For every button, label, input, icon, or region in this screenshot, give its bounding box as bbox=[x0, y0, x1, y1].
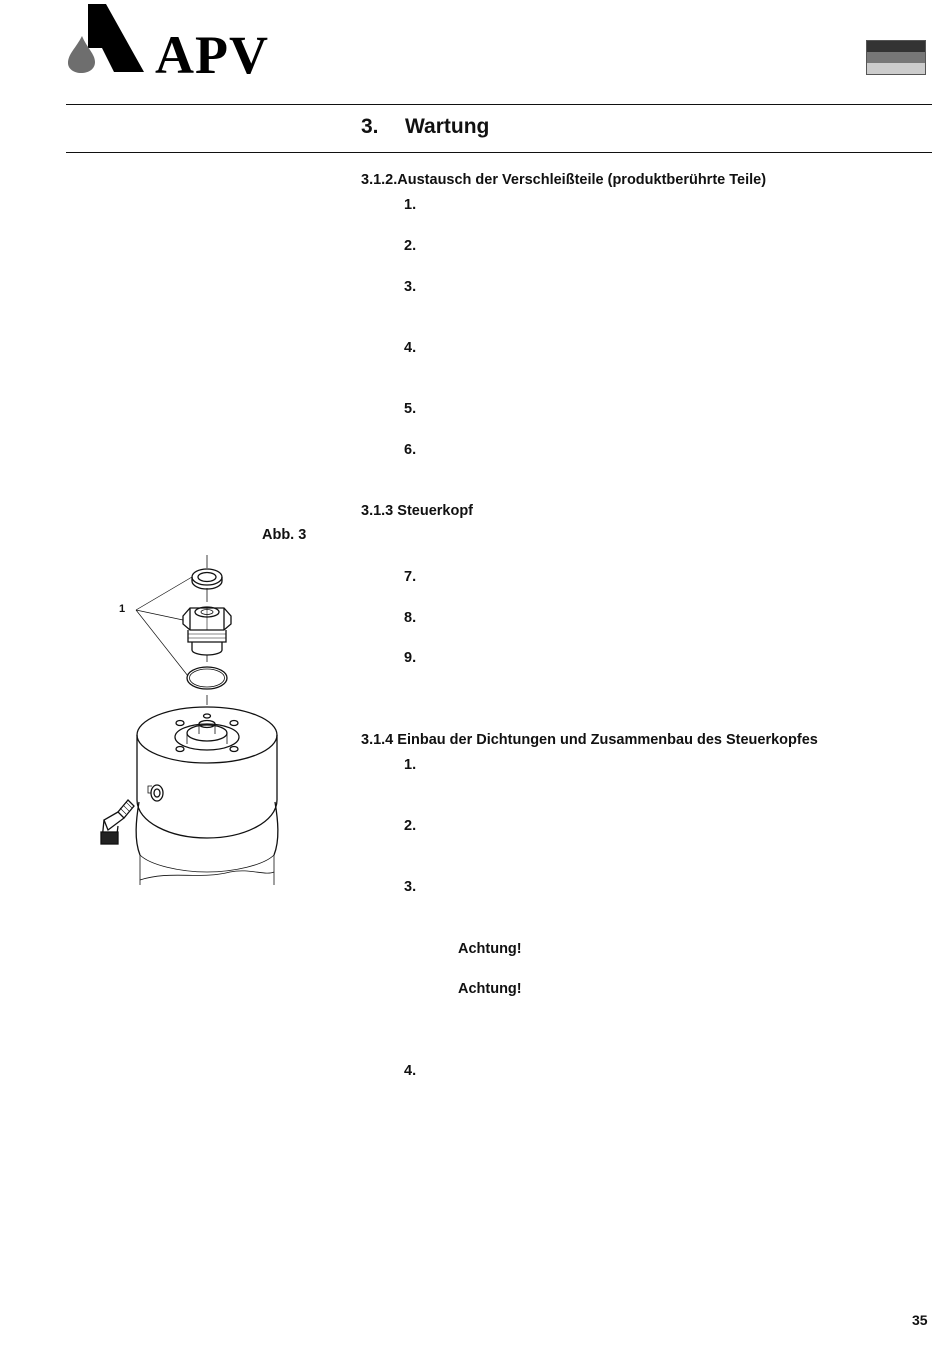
step-number: 4. bbox=[404, 1063, 417, 1079]
section-heading: 3.1.4 Einbau der Dichtungen und Zusammenbau des Steuerkopfes bbox=[361, 732, 818, 748]
step-number: 9. bbox=[404, 650, 417, 666]
chapter-number: 3. bbox=[361, 115, 379, 138]
step-number: 7. bbox=[404, 569, 417, 585]
header-rule-bottom bbox=[66, 152, 932, 153]
flag-stripe-bottom bbox=[867, 63, 925, 74]
control-head-drawing bbox=[80, 550, 290, 890]
step-number: 1. bbox=[404, 757, 417, 773]
step-number: 6. bbox=[404, 442, 417, 458]
section-heading: 3.1.3 Steuerkopf bbox=[361, 503, 474, 519]
warning-label: Achtung! bbox=[458, 941, 522, 957]
figure-callout-number: 1 bbox=[119, 603, 126, 615]
section-heading: 3.1.2.Austausch der Verschleißteile (produktberührte Teile) bbox=[361, 172, 767, 188]
chapter-title: Wartung bbox=[405, 115, 490, 138]
flag-stripe-middle bbox=[867, 52, 925, 63]
step-number: 3. bbox=[404, 279, 417, 295]
step-number: 8. bbox=[404, 610, 417, 626]
step-number: 1. bbox=[404, 197, 417, 213]
brand-logo-text: APV bbox=[155, 25, 269, 85]
page-number: 35 bbox=[912, 1312, 928, 1328]
apv-logo-mark bbox=[62, 0, 152, 75]
flag-stripe-top bbox=[867, 41, 925, 52]
step-number: 2. bbox=[404, 818, 417, 834]
step-number: 4. bbox=[404, 340, 417, 356]
figure-caption: Abb. 3 bbox=[262, 527, 307, 543]
language-flag bbox=[866, 40, 926, 75]
step-number: 3. bbox=[404, 879, 417, 895]
warning-label: Achtung! bbox=[458, 981, 522, 997]
step-number: 5. bbox=[404, 401, 417, 417]
step-number: 2. bbox=[404, 238, 417, 254]
header-rule-top bbox=[66, 104, 932, 105]
